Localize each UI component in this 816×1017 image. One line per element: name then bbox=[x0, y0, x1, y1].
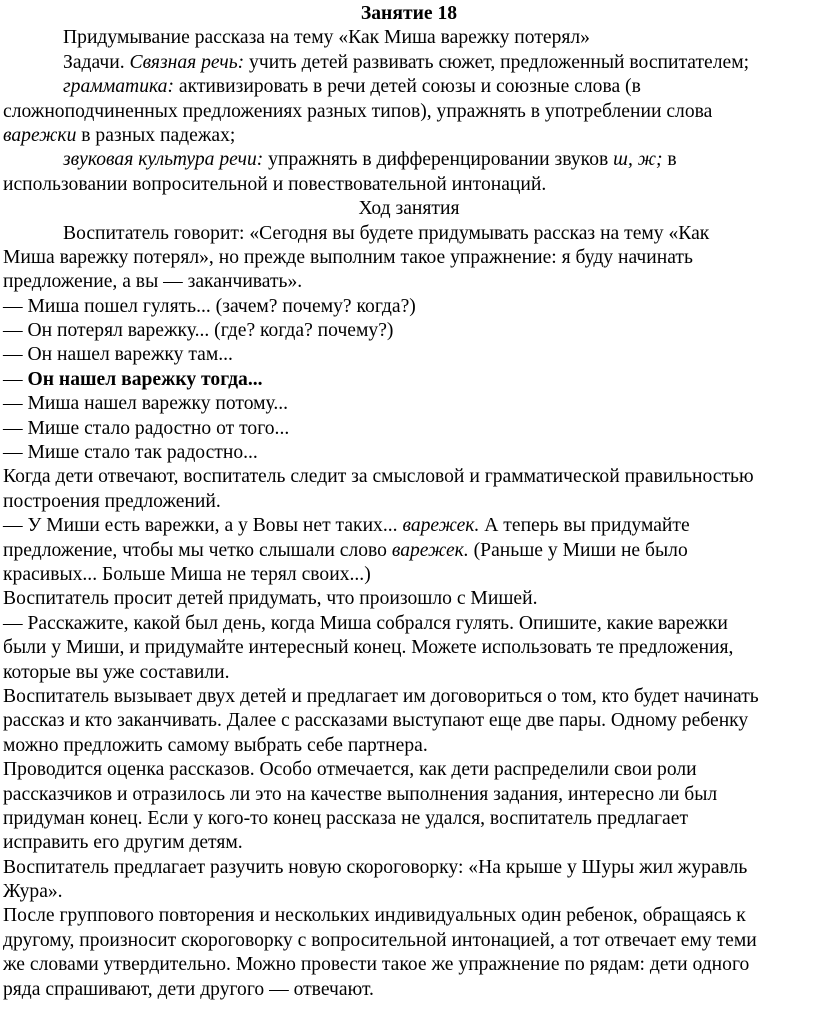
intro-line: предложение, а вы — заканчивать». bbox=[3, 271, 303, 293]
mittens-text: А теперь вы придумайте bbox=[479, 515, 690, 537]
exercise-line: — Мише стало радостно от того... bbox=[3, 417, 290, 439]
paragraph-line: исправить его другим детям. bbox=[3, 832, 243, 854]
exercise-line: — Он потерял варежку... (где? когда? почему?) bbox=[3, 320, 394, 342]
sound-culture-text-2: в bbox=[662, 149, 677, 171]
exercise-line-bold bbox=[3, 368, 815, 392]
paragraph-line: построения предложений. bbox=[3, 490, 221, 512]
tasks-grammar-cont: сложноподчиненных предложениях разных типов), упражнять в употреблении слова bbox=[3, 100, 713, 122]
paragraph-line: можно предложить самому выбрать себе партнера. bbox=[3, 734, 428, 756]
tasks-sound-culture-end: использовании вопросительной и повествовательной интонаций. bbox=[3, 173, 547, 195]
tasks-prefix: Задачи. bbox=[63, 51, 130, 73]
paragraph-line: Воспитатель вызывает двух детей и предлагает им договориться о том, кто будет начинать bbox=[3, 685, 759, 707]
exercise-line: — Мише стало так радостно... bbox=[3, 442, 258, 464]
exercise-line: — Миша пошел гулять... (зачем? почему? когда?) bbox=[3, 295, 416, 317]
tasks-sound-culture bbox=[3, 148, 815, 172]
section-heading: Ход занятия bbox=[358, 198, 460, 220]
grammar-label: грамматика: bbox=[63, 76, 174, 98]
mittens-text: предложение, чтобы мы четко слышали слово bbox=[3, 539, 392, 561]
mittens-text: (Раньше у Миши не было bbox=[468, 539, 688, 561]
sound-culture-label: звуковая культура речи: bbox=[63, 149, 264, 171]
paragraph-line: — Расскажите, какой был день, когда Миша собрался гулять. Опишите, какие варежки bbox=[3, 612, 728, 634]
tasks-coherent-speech bbox=[3, 51, 815, 75]
tasks-grammar bbox=[3, 75, 815, 99]
paragraph-line: Жура». bbox=[3, 881, 63, 903]
mittens-line-2 bbox=[3, 539, 815, 563]
paragraph-line: придуман конец. Если у кого-то конец рассказа не удался, воспитатель предлагает bbox=[3, 807, 689, 829]
grammar-word: варежки bbox=[3, 124, 77, 146]
paragraph-line: Воспитатель предлагает разучить новую скороговорку: «На крыше у Шуры жил журавль bbox=[3, 856, 748, 878]
tasks-grammar-end bbox=[3, 124, 815, 148]
coherent-speech-label: Связная речь: bbox=[129, 51, 245, 73]
mittens-word: варежек. bbox=[391, 539, 469, 561]
coherent-speech-text: учить детей развивать сюжет, предложенный воспитателем; bbox=[244, 51, 750, 73]
paragraph-line: же словами утвердительно. Можно провести такое же упражнение по рядам: дети одного bbox=[3, 954, 750, 976]
paragraph-line: которые вы уже составили. bbox=[3, 661, 230, 683]
paragraph-line: рассказ и кто заканчивать. Далее с рассказами выступают еще две пары. Одному ребенку bbox=[3, 710, 749, 732]
exercise-dash: — bbox=[3, 368, 28, 390]
paragraph-line: Когда дети отвечают, воспитатель следит за смысловой и грамматической правильностью bbox=[3, 466, 754, 488]
mittens-line-3: красивых... Больше Миша не терял своих...) bbox=[3, 563, 371, 585]
sound-letters: ш, ж; bbox=[613, 149, 663, 171]
intro-line: Воспитатель говорит: «Сегодня вы будете придумывать рассказ на тему «Как bbox=[63, 222, 710, 244]
exercise-bold-text: Он нашел варежку тогда... bbox=[27, 368, 263, 390]
sound-culture-text: упражнять в дифференцировании звуков bbox=[263, 149, 614, 171]
grammar-text: активизировать в речи детей союзы и союзные слова (в bbox=[174, 76, 641, 98]
document-page bbox=[3, 2, 815, 1002]
mittens-text: — У Миши есть варежки, а у Вовы нет таких... bbox=[3, 515, 403, 537]
paragraph-line: были у Миши, и придумайте интересный конец. Можете использовать те предложения, bbox=[3, 637, 734, 659]
paragraph-line: После группового повторения и нескольких индивидуальных один ребенок, обращаясь к bbox=[3, 905, 746, 927]
grammar-text-end: в разных падежах; bbox=[76, 124, 236, 146]
paragraph-line: Воспитатель просит детей придумать, что произошло с Мишей. bbox=[3, 588, 538, 610]
paragraph-line: Проводится оценка рассказов. Особо отмечается, как дети распределили свои роли bbox=[3, 759, 697, 781]
lesson-title: Занятие 18 bbox=[360, 3, 458, 24]
exercise-line: — Миша нашел варежку потому... bbox=[3, 393, 289, 415]
paragraph-line: рассказчиков и отразилось ли это на качестве выполнения задания, интересно ли был bbox=[3, 783, 718, 805]
exercise-line: — Он нашел варежку там... bbox=[3, 344, 233, 366]
intro-line: Миша варежку потерял», но прежде выполним такое упражнение: я буду начинать bbox=[3, 246, 693, 268]
mittens-word: варежек. bbox=[402, 515, 480, 537]
lesson-topic: Придумывание рассказа на тему «Как Миша варежку потерял» bbox=[63, 27, 590, 49]
paragraph-line: другому, произносит скороговорку с вопросительной интонацией, а тот отвечает ему теми bbox=[3, 929, 757, 951]
mittens-line-1 bbox=[3, 514, 815, 538]
paragraph-line: ряда спрашивают, дети другого — отвечают. bbox=[3, 978, 374, 1000]
